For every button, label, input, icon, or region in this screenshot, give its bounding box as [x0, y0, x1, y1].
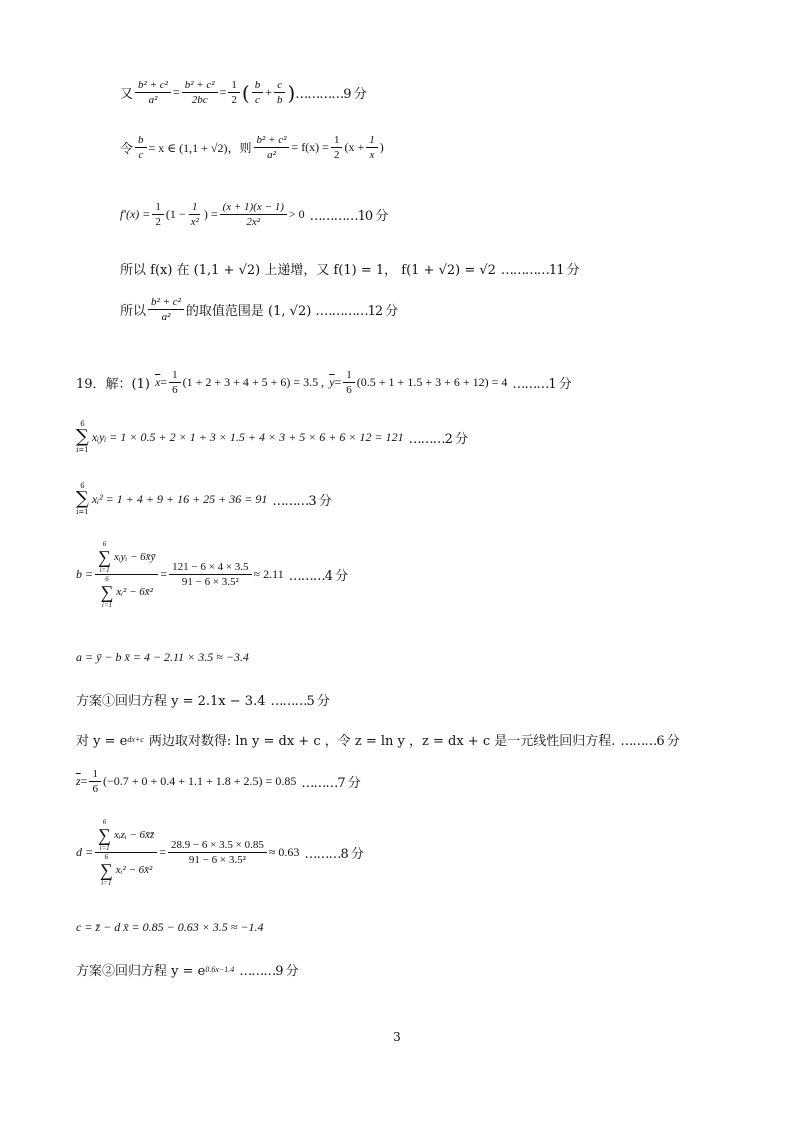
score-label: ………1 分: [512, 377, 571, 392]
fraction: $\frac{1}{6}$: [169, 368, 181, 397]
line-4: 所以 f(x) 在 (1,1 + √2) 上递增，又 f(1) = 1， f(1 + √2) = √2 …………11 分: [120, 259, 579, 278]
line-2: 令 $\frac{b}{c}$ = x ∈ (1,1 + √2)，则 $\frac{\text{b² + c²}}{\text{a²}}$ = f(x) = $\frac{1}{2}$ (x + $\frac{1}{x}$ ): [120, 134, 384, 161]
fraction: $\frac{c}{b}$: [274, 78, 286, 107]
line-14: d = 6 ∑ i=1 xᵢzᵢ − 6x̄z̄ 6 ∑ i=1 xᵢ² − 6x̄² = $\frac{28.9 - 6 \times 3.5 \times 0.85}{\text{91 − 6 × 3.5²}}$ ≈ 0.63 ………8 分: [76, 818, 363, 887]
line-10: a = ȳ − b x̄ = 4 − 2.11 × 3.5 ≈ −3.4: [76, 650, 249, 664]
fraction: $\frac{1}{6}$: [89, 767, 101, 796]
fraction: $\frac{1}{2}$: [228, 78, 240, 107]
score-label: ………2 分: [408, 431, 467, 447]
page-number: 3: [393, 1030, 401, 1044]
fraction: $\frac{\text{b² + c²}}{\text{a²}}$: [148, 295, 184, 324]
line-9: b = 6 ∑ i=1 xᵢyᵢ − 6x̄ȳ 6 ∑ i=1 xᵢ² − 6x̄² = $\frac{121 - 6 \times 4 \times 3.5}{\text{91 − 6 × 3.5²}}$ ≈ 2.11 ………4 分: [76, 540, 348, 609]
line-1-prefix: 又: [120, 87, 134, 102]
fraction: $\frac{1}{2}$: [152, 200, 164, 229]
score-label: …………10 分: [309, 209, 388, 224]
line-11: 方案①回归方程 y = 2.1x − 3.4 ………5 分: [76, 690, 329, 709]
line-5: 所以 $\frac{\text{b² + c²}}{\text{a²}}$ 的取值范围是 (1, √2) . …………12 分: [120, 296, 398, 323]
score-label: ………5 分: [270, 694, 329, 709]
score-label: ………7 分: [301, 776, 360, 791]
score-label: …………9 分: [295, 87, 366, 102]
fraction: $\frac{1}{\text{x²}}$: [190, 201, 199, 228]
line-8: 6 ∑ i=1 xᵢ² = 1 + 4 + 9 + 16 + 25 + 36 = 91 ………3 分: [76, 482, 331, 516]
fraction: $\frac{28.9 - 6 \times 3.5 \times 0.85}{\text{91 − 6 × 3.5²}}$: [168, 838, 267, 867]
summation: 6 ∑ i=1: [76, 482, 89, 516]
score-label: ………8 分: [304, 847, 363, 862]
fraction: $\frac{1}{6}$: [343, 368, 355, 397]
score-label: ………4 分: [288, 569, 348, 584]
fraction: $\frac{121 - 6 \times 4 \times 3.5}{\text{91 − 6 × 3.5²}}$: [169, 560, 251, 589]
fraction: 6 ∑ i=1 xᵢyᵢ − 6x̄ȳ 6 ∑ i=1 xᵢ² − 6x̄²: [95, 540, 158, 609]
fraction: $\frac{b}{c}$: [135, 133, 147, 162]
fraction: $\frac{\text{b² + c²}}{\text{a²}}$: [135, 78, 171, 107]
fraction: $\frac{b}{c}$: [252, 78, 264, 107]
line-6: 19．解：(1) $\overline{x}$ = $\frac{1}{6}$ (1 + 2 + 3 + 4 + 5 + 6) = 3.5 , $\overline{y}$ = $\frac{1}{6}$ (0.5 + 1 + 1.5 + 3 + 6 + 12) = 4 ………1 分: [76, 369, 571, 396]
line-15: c = z̄ − d x̄ = 0.85 − 0.63 × 3.5 ≈ −1.4: [76, 920, 264, 934]
score-label: …………12 分: [319, 304, 398, 319]
line-12: 对 y = e dx+c 两边取对数得: ln y = dx + c ，令 z = ln y ，z = dx + c 是一元线性回归方程. ………6 分: [76, 730, 679, 749]
fraction: $\frac{\text{b² + c²}}{2bc}$: [182, 78, 218, 107]
line-7: 6 ∑ i=1 xᵢyᵢ = 1 × 0.5 + 2 × 1 + 3 × 1.5 + 4 × 3 + 5 × 6 + 6 × 12 = 121 ………2 分: [76, 420, 467, 454]
score-label: ………9 分: [239, 964, 298, 979]
line-3: f′(x) = $\frac{1}{2}$ (1 − $\frac{1}{\text{x²}}$ ) = $\frac{(x + 1)(x - 1)}{\text{2x²}}$ > 0 …………10 分: [120, 201, 388, 228]
line-1: 又 $\frac{\text{b² + c²}}{\text{a²}}$ = $\frac{\text{b² + c²}}{2bc}$ = $\frac{1}{2}$ ( $\frac{b}{c}$ + $\frac{c}{b}$ ) …………9 分: [120, 79, 366, 106]
fraction: $\frac{1}{x}$: [366, 133, 378, 162]
fraction: $\frac{1}{2}$: [331, 133, 343, 162]
fraction: $\frac{\text{b² + c²}}{\text{a²}}$: [254, 133, 290, 162]
line-16: 方案②回归方程 y = e 0.6x−1.4 ………9 分: [76, 960, 298, 979]
fraction: 6 ∑ i=1 xᵢzᵢ − 6x̄z̄ 6 ∑ i=1 xᵢ² − 6x̄²: [95, 818, 157, 887]
line-13: $\overline{z}$ = $\frac{1}{6}$ (−0.7 + 0 + 0.4 + 1.1 + 1.8 + 2.5) = 0.85 ………7 分: [76, 768, 360, 795]
fraction: $\frac{(x + 1)(x - 1)}{\text{2x²}}$: [220, 200, 287, 229]
score-label: ………3 分: [272, 493, 331, 509]
score-label: ………6 分: [620, 734, 679, 749]
score-label: …………11 分: [500, 263, 579, 278]
summation: 6 ∑ i=1: [76, 420, 89, 454]
